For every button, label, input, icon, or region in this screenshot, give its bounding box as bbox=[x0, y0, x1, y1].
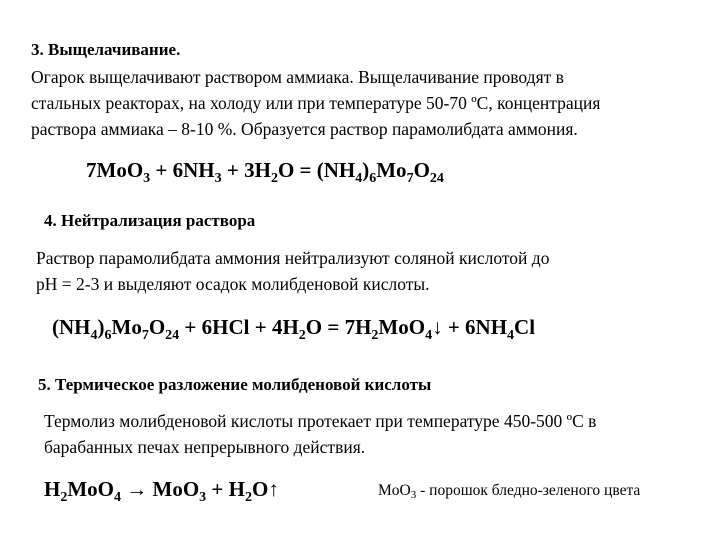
section-5-paragraph bbox=[44, 408, 596, 460]
paragraph-line: барабанных печах непрерывного действия. bbox=[44, 437, 366, 457]
paragraph-line: Раствор парамолибдата аммония нейтрализуют соляной кислотой до bbox=[36, 248, 550, 268]
paragraph-line: pH = 2-3 и выделяют осадок молибденовой кислоты. bbox=[36, 274, 430, 294]
section-4-heading: 4. Нейтрализация раствора bbox=[44, 211, 256, 230]
up-arrow-icon: ↑ bbox=[268, 477, 279, 501]
moo3-note: MoO$_3$ - порошок бледно-зеленого цвета bbox=[378, 482, 641, 501]
paragraph-line: Огарок выщелачивают раствором аммиака. Выщелачивание проводят в bbox=[31, 67, 564, 87]
equation-1: $7MoO_3 + 6NH_3 + 3H_2O = (NH_4)_6Mo_7O_{24}$ bbox=[86, 158, 444, 186]
right-arrow-icon: → bbox=[121, 477, 153, 501]
section-3-heading: 3. Выщелачивание. bbox=[31, 40, 181, 59]
section-5-heading: 5. Термическое разложение молибденовой кислоты bbox=[38, 375, 432, 394]
equation-3: $H_2MoO_4 \to MoO_3$ + $H_2O↑$ bbox=[44, 477, 279, 505]
paragraph-line: Термолиз молибденовой кислоты протекает при температуре 450-500 ºС в bbox=[44, 411, 597, 431]
down-arrow-icon: ↓ bbox=[432, 315, 443, 339]
paragraph-line: раствора аммиака – 8-10 %. Образуется раствор парамолибдата аммония. bbox=[31, 119, 578, 139]
section-4-paragraph bbox=[36, 245, 549, 297]
equation-2: $(NH_4)_6Mo_7O_{24} + 6HCl + 4H_2O$ = $7H_2MoO_4↓ + 6NH_4Cl$ bbox=[52, 315, 536, 343]
section-3-paragraph bbox=[31, 64, 600, 142]
paragraph-line: стальных реакторах, на холоду или при температуре 50-70 ºС, концентрация bbox=[31, 93, 601, 113]
